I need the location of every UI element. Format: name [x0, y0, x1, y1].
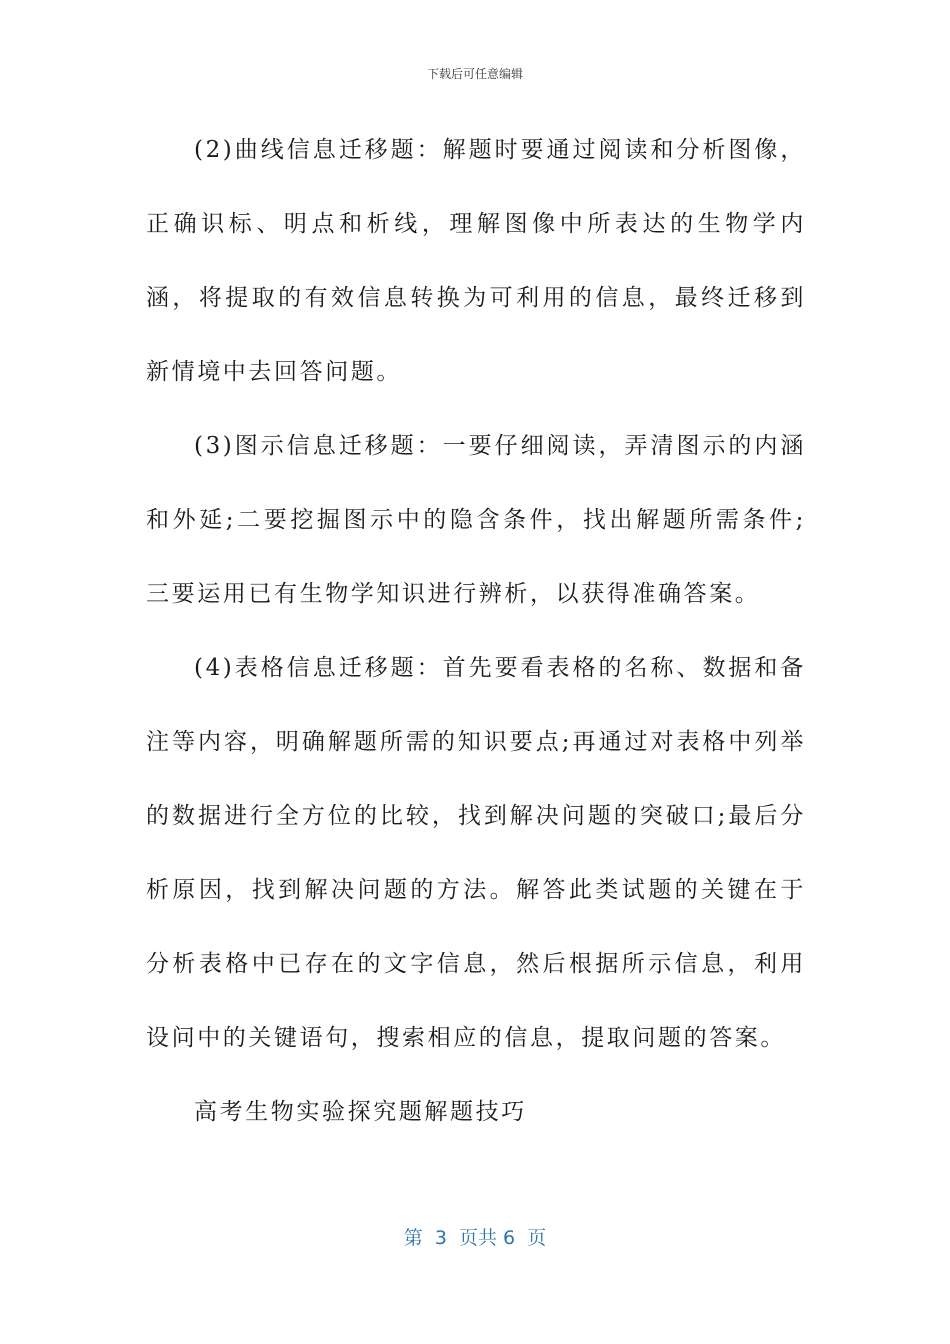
document-body — [146, 113, 806, 1149]
paragraph-diagram-info: (3)图示信息迁移题：一要仔细阅读，弄清图示的内涵和外延;二要挖掘图示中的隐含条件，找出解题所需条件;三要运用已有生物学知识进行辨析，以获得准确答案。 — [146, 433, 806, 607]
header-note: 下载后可任意编辑 — [426, 67, 523, 81]
section-heading: 高考生物实验探究题解题技巧 — [194, 1099, 527, 1125]
paragraph-table-info: (4)表格信息迁移题：首先要看表格的名称、数据和备注等内容，明确解题所需的知识要点;再通过对表格中列举的数据进行全方位的比较，找到解决问题的突破口;最后分析原因，找到解决问题的方法。解答此类试题的关键在于分析表格中已存在的文字信息，然后根据所示信息，利用设问中的关键语句，搜索相应的信息，提取问题的答案。 — [146, 655, 806, 1051]
paragraph-curve-info: (2)曲线信息迁移题：解题时要通过阅读和分析图像，正确识标、明点和析线，理解图像中所表达的生物学内涵，将提取的有效信息转换为可利用的信息，最终迁移到新情境中去回答问题。 — [146, 137, 806, 385]
page-number: 第 3 页共 6 页 — [403, 1227, 547, 1249]
